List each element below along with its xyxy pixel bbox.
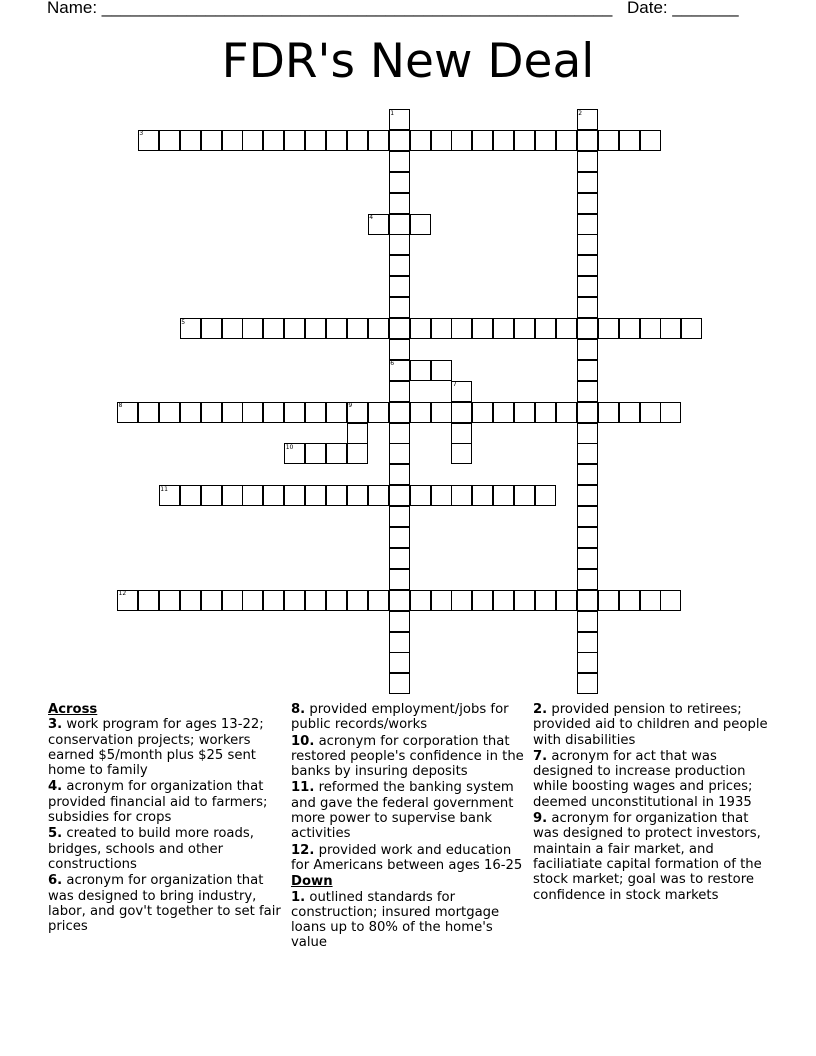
grid-cell[interactable] [577,193,598,214]
grid-cell[interactable] [201,402,222,423]
clue [48,779,284,825]
grid-cell[interactable] [201,130,222,151]
grid-cell[interactable] [451,402,472,423]
grid-cell[interactable] [451,590,472,611]
grid-cell[interactable] [472,402,493,423]
grid-cell[interactable] [577,527,598,548]
grid-cell[interactable] [577,276,598,297]
grid-cell[interactable] [368,130,389,151]
grid-cell[interactable] [577,423,598,444]
grid-cell[interactable] [242,485,263,506]
clue-number: 8 [118,402,123,410]
name-line[interactable]: Name: ______________________________________________________ [47,0,613,17]
clue-number-label: 9. [533,811,548,827]
grid-cell[interactable] [577,151,598,172]
grid-cell[interactable] [180,402,201,423]
grid-cell[interactable] [577,360,598,381]
grid-cell[interactable] [640,130,661,151]
clue-number: 2 [578,109,583,117]
grid-cell[interactable] [389,276,410,297]
grid-cell[interactable] [660,318,681,339]
grid-cell[interactable] [222,590,243,611]
clue [48,826,284,872]
grid-cell[interactable] [389,151,410,172]
grid-cell[interactable] [451,423,472,444]
grid-cell[interactable] [389,506,410,527]
grid-cell[interactable] [284,130,305,151]
grid-cell[interactable] [389,632,410,653]
grid-cell[interactable] [514,130,535,151]
grid-cell[interactable] [305,485,326,506]
grid-cell[interactable] [410,360,431,381]
grid-cell[interactable] [389,193,410,214]
grid-cell[interactable] [451,485,472,506]
clue-number: 7 [452,381,457,389]
grid-cell[interactable] [577,506,598,527]
grid-cell[interactable] [577,443,598,464]
grid-cell[interactable] [389,130,410,151]
grid-cell[interactable] [577,130,598,151]
grid-cell[interactable] [201,318,222,339]
clue [291,843,527,874]
clue [291,890,527,951]
clue-text: acronym for corporation that restored people's confidence in the banks by insuring deposits [291,733,524,780]
clue-heading-down: Down [291,874,333,890]
clue-number: 5 [181,318,186,326]
grid-cell[interactable] [159,402,180,423]
grid-cell[interactable] [577,590,598,611]
grid-cell[interactable] [556,130,577,151]
grid-cell[interactable] [201,485,222,506]
grid-cell[interactable] [598,130,619,151]
grid-cell[interactable] [347,590,368,611]
grid-cell[interactable] [431,318,452,339]
grid-cell[interactable] [222,130,243,151]
grid-cell[interactable] [577,632,598,653]
grid-cell[interactable] [347,318,368,339]
grid-cell[interactable] [305,402,326,423]
grid-cell[interactable] [410,214,431,235]
clue-number-label: 8. [291,702,306,717]
grid-cell[interactable] [493,130,514,151]
clue [533,702,769,748]
grid-cell[interactable] [201,590,222,611]
grid-cell[interactable] [451,443,472,464]
grid-cell[interactable] [242,318,263,339]
clue-number: 1 [390,109,395,117]
grid-cell[interactable] [577,464,598,485]
grid-cell[interactable] [263,402,284,423]
grid-cell[interactable] [598,318,619,339]
grid-cell[interactable] [598,590,619,611]
grid-cell[interactable] [263,318,284,339]
grid-cell[interactable] [263,130,284,151]
clue [533,811,769,903]
grid-cell[interactable] [347,423,368,444]
grid-cell[interactable] [577,652,598,673]
grid-cell[interactable] [577,172,598,193]
grid-cell[interactable] [326,443,347,464]
clue-number-label: 5. [48,826,63,842]
clue-number-label: 12. [291,842,315,858]
grid-cell[interactable] [577,297,598,318]
grid-cell[interactable] [305,318,326,339]
grid-cell[interactable] [368,590,389,611]
grid-cell[interactable] [389,423,410,444]
grid-cell[interactable] [514,590,535,611]
page-title: FDR's New Deal [221,34,595,89]
grid-cell[interactable] [326,318,347,339]
grid-cell[interactable] [556,318,577,339]
grid-cell[interactable] [389,548,410,569]
grid-cell[interactable] [472,318,493,339]
grid-cell[interactable] [284,485,305,506]
clue-text: outlined standards for construction; insured mortgage loans up to 80% of the home's value [291,889,500,951]
grid-cell[interactable] [514,318,535,339]
clue [291,702,527,733]
grid-cell[interactable] [326,590,347,611]
grid-cell[interactable] [640,402,661,423]
grid-cell[interactable] [389,652,410,673]
clue-number-label: 11. [291,780,315,796]
grid-cell[interactable] [410,402,431,423]
grid-cell[interactable] [577,548,598,569]
grid-cell[interactable] [389,443,410,464]
grid-cell[interactable] [284,590,305,611]
clue-number-label: 6. [48,873,63,889]
grid-cell[interactable] [180,590,201,611]
clue-number-label: 3. [48,717,63,733]
grid-cell[interactable] [138,590,159,611]
grid-cell[interactable] [660,402,681,423]
grid-cell[interactable] [451,318,472,339]
grid-cell[interactable] [493,485,514,506]
grid-cell[interactable] [514,485,535,506]
clue-number: 6 [390,360,395,368]
clues-column-1 [48,702,284,935]
grid-cell[interactable] [410,485,431,506]
grid-cell[interactable] [556,402,577,423]
grid-cell[interactable] [389,611,410,632]
clue-number: 10 [285,443,294,451]
grid-cell[interactable] [326,130,347,151]
grid-cell[interactable] [389,381,410,402]
grid-cell[interactable] [619,318,640,339]
grid-cell[interactable] [180,130,201,151]
grid-cell[interactable] [180,485,201,506]
clue-text: acronym for organization that was designed to protect investors, maintain a fair market, and faciliatiate capital formation of the stock market; goal was to restore confidence in stock markets [533,811,762,903]
clue-text: provided employment/jobs for public records/works [291,702,509,733]
grid-cell[interactable] [389,339,410,360]
clues-column-2 [291,702,527,952]
clue [48,873,284,934]
grid-cell[interactable] [326,485,347,506]
grid-cell[interactable] [305,590,326,611]
grid-cell[interactable] [472,485,493,506]
clue-number: 9 [348,402,353,410]
grid-cell[interactable] [222,318,243,339]
grid-cell[interactable] [410,590,431,611]
grid-cell[interactable] [410,318,431,339]
grid-cell[interactable] [577,255,598,276]
grid-cell[interactable] [577,485,598,506]
grid-cell[interactable] [472,130,493,151]
grid-cell[interactable] [431,360,452,381]
grid-cell[interactable] [222,485,243,506]
clue-text: created to build more roads, bridges, schools and other constructions [48,826,254,872]
grid-cell[interactable] [347,485,368,506]
grid-cell[interactable] [577,402,598,423]
grid-cell[interactable] [389,590,410,611]
grid-cell[interactable] [431,402,452,423]
grid-cell[interactable] [577,569,598,590]
grid-cell[interactable] [389,234,410,255]
clue-text: acronym for organization that provided financial aid to farmers; subsidies for crops [48,779,268,826]
grid-cell[interactable] [263,485,284,506]
clue-number: 4 [369,214,374,221]
grid-cell[interactable] [577,234,598,255]
clue-number-label: 7. [533,748,548,764]
grid-cell[interactable] [368,485,389,506]
grid-cell[interactable] [389,673,410,694]
grid-cell[interactable] [389,172,410,193]
grid-cell[interactable] [577,673,598,694]
grid-cell[interactable] [577,339,598,360]
grid-cell[interactable] [389,297,410,318]
grid-cell[interactable] [451,130,472,151]
grid-cell[interactable] [159,590,180,611]
grid-cell[interactable] [242,402,263,423]
grid-cell[interactable] [389,569,410,590]
clue-text: provided pension to retirees; provided aid to children and people with disabilities [533,702,768,748]
grid-cell[interactable] [493,402,514,423]
date-line[interactable]: Date: _______ [627,0,739,17]
grid-cell[interactable] [556,590,577,611]
clue [291,734,527,780]
grid-cell[interactable] [577,318,598,339]
grid-cell[interactable] [535,485,556,506]
grid-cell[interactable] [389,527,410,548]
clue-number-label: 4. [48,779,63,795]
grid-cell[interactable] [493,318,514,339]
grid-cell[interactable] [222,402,243,423]
grid-cell[interactable] [535,402,556,423]
clue-number: 3 [139,130,144,138]
grid-cell[interactable] [577,381,598,402]
clue [48,717,284,778]
grid-cell[interactable] [389,485,410,506]
grid-cell[interactable] [472,590,493,611]
grid-cell[interactable] [660,590,681,611]
clue-number-label: 10. [291,733,315,749]
grid-cell[interactable] [138,402,159,423]
grid-cell[interactable] [347,443,368,464]
clue-text: reformed the banking system and gave the federal government more power to supervise bank activities [291,780,514,842]
clue [291,780,527,841]
grid-cell[interactable] [577,611,598,632]
clues-column-3 [533,702,769,904]
grid-cell[interactable] [389,318,410,339]
grid-cell[interactable] [681,318,702,339]
grid-cell[interactable] [431,130,452,151]
grid-cell[interactable] [493,590,514,611]
grid-cell[interactable] [305,443,326,464]
clue-text: acronym for organization that was designed to bring industry, labor, and gov't together to set fair prices [48,873,281,935]
grid-cell[interactable] [368,402,389,423]
clue-heading-across: Across [48,702,98,717]
grid-cell[interactable] [535,130,556,151]
grid-cell[interactable] [577,214,598,235]
grid-cell[interactable] [640,318,661,339]
grid-cell[interactable] [514,402,535,423]
grid-cell[interactable] [242,130,263,151]
grid-cell[interactable] [619,130,640,151]
grid-cell[interactable] [263,590,284,611]
grid-cell[interactable] [389,255,410,276]
grid-cell[interactable] [368,318,389,339]
grid-cell[interactable] [326,402,347,423]
clue-number: 11 [160,485,168,493]
grid-cell[interactable] [347,130,368,151]
clue [533,749,769,810]
clue-text: provided work and education for Americans between ages 16-25 [291,842,523,873]
grid-cell[interactable] [284,318,305,339]
clue-text: work program for ages 13-22; conservation projects; workers earned $5/month plus $25 sent home to family [48,717,264,779]
grid-cell[interactable] [535,590,556,611]
grid-cell[interactable] [535,318,556,339]
grid-cell[interactable] [431,590,452,611]
grid-cell[interactable] [242,590,263,611]
grid-cell[interactable] [305,130,326,151]
clue-number-label: 2. [533,702,548,717]
grid-cell[interactable] [619,590,640,611]
grid-cell[interactable] [640,590,661,611]
grid-cell[interactable] [389,464,410,485]
grid-cell[interactable] [431,485,452,506]
grid-cell[interactable] [284,402,305,423]
grid-cell[interactable] [389,214,410,235]
grid-cell[interactable] [619,402,640,423]
grid-cell[interactable] [159,130,180,151]
clue-number: 12 [118,590,127,598]
clue-number-label: 1. [291,889,306,905]
grid-cell[interactable] [598,402,619,423]
grid-cell[interactable] [389,402,410,423]
grid-cell[interactable] [410,130,431,151]
clue-text: acronym for act that was designed to increase production while boosting wages and prices; deemed unconstitutional in 1935 [533,748,753,810]
